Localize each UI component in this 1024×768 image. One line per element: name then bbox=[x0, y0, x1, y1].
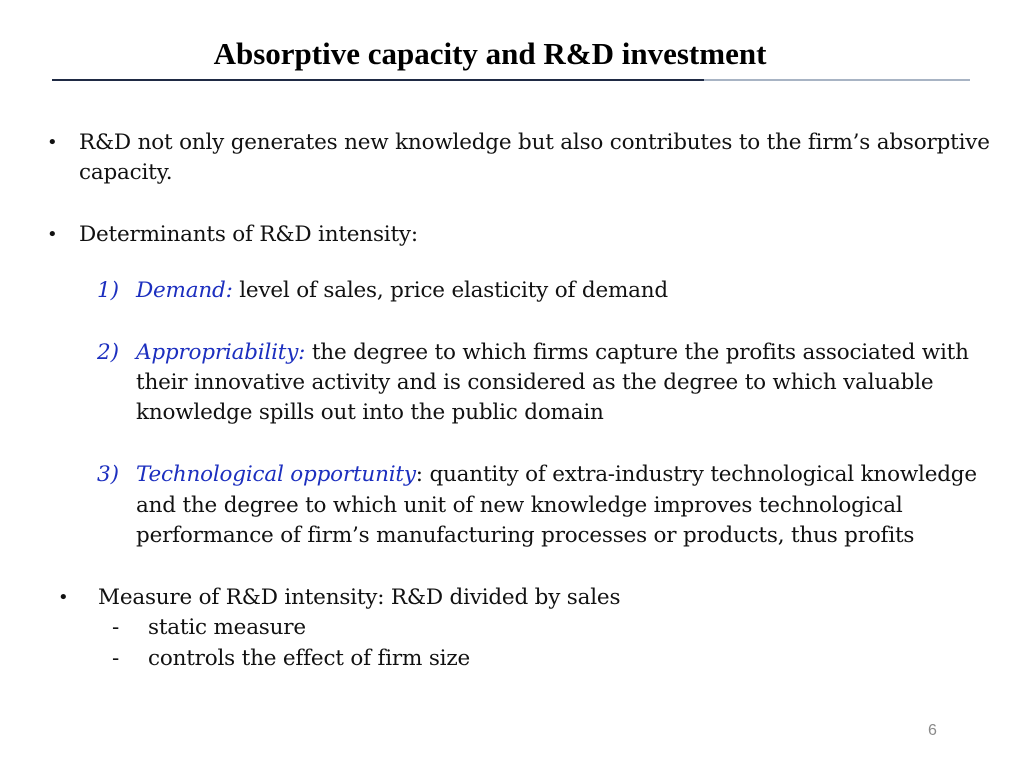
bullet-dot: • bbox=[47, 224, 58, 245]
title-divider bbox=[52, 79, 970, 81]
slide-title: Absorptive capacity and R&D investment bbox=[213, 36, 767, 71]
determinant-description: the degree to which firms capture the profits associated with bbox=[305, 340, 969, 365]
determinant-text-line: knowledge spills out into the public domain bbox=[136, 400, 604, 425]
bullet-text-line: R&D not only generates new knowledge but also contributes to the firm’s absorptive bbox=[79, 130, 990, 155]
determinant-term: Demand: bbox=[136, 278, 233, 303]
bullet-text: Determinants of R&D intensity: bbox=[79, 222, 418, 247]
determinant-description: level of sales, price elasticity of demand bbox=[232, 278, 668, 303]
determinant-item-line bbox=[136, 338, 969, 369]
bullet-text: Measure of R&D intensity: R&D divided by sales bbox=[98, 585, 621, 610]
page-number: 6 bbox=[928, 722, 937, 739]
determinant-text-line: their innovative activity and is considered as the degree to which valuable bbox=[136, 370, 934, 395]
determinant-description: : quantity of extra-industry technological knowledge bbox=[415, 462, 977, 487]
determinant-term: Appropriability: bbox=[136, 340, 306, 365]
dash-marker: - bbox=[112, 615, 120, 640]
sub-item: controls the effect of firm size bbox=[148, 646, 470, 671]
bullet-dot: • bbox=[47, 132, 58, 153]
bullet-text-line: capacity. bbox=[79, 160, 173, 185]
determinant-term: Technological opportunity bbox=[136, 462, 416, 487]
dash-marker: - bbox=[112, 646, 120, 671]
list-number: 2) bbox=[97, 340, 120, 365]
determinant-item-line bbox=[136, 460, 977, 491]
list-number: 3) bbox=[97, 462, 120, 487]
determinant-text-line: and the degree to which unit of new knowledge improves technological bbox=[136, 493, 903, 518]
list-number: 1) bbox=[97, 278, 120, 303]
determinant-item-line bbox=[136, 276, 668, 307]
bullet-dot: • bbox=[58, 587, 69, 608]
sub-item: static measure bbox=[148, 615, 306, 640]
determinant-text-line: performance of firm’s manufacturing processes or products, thus profits bbox=[136, 523, 915, 548]
